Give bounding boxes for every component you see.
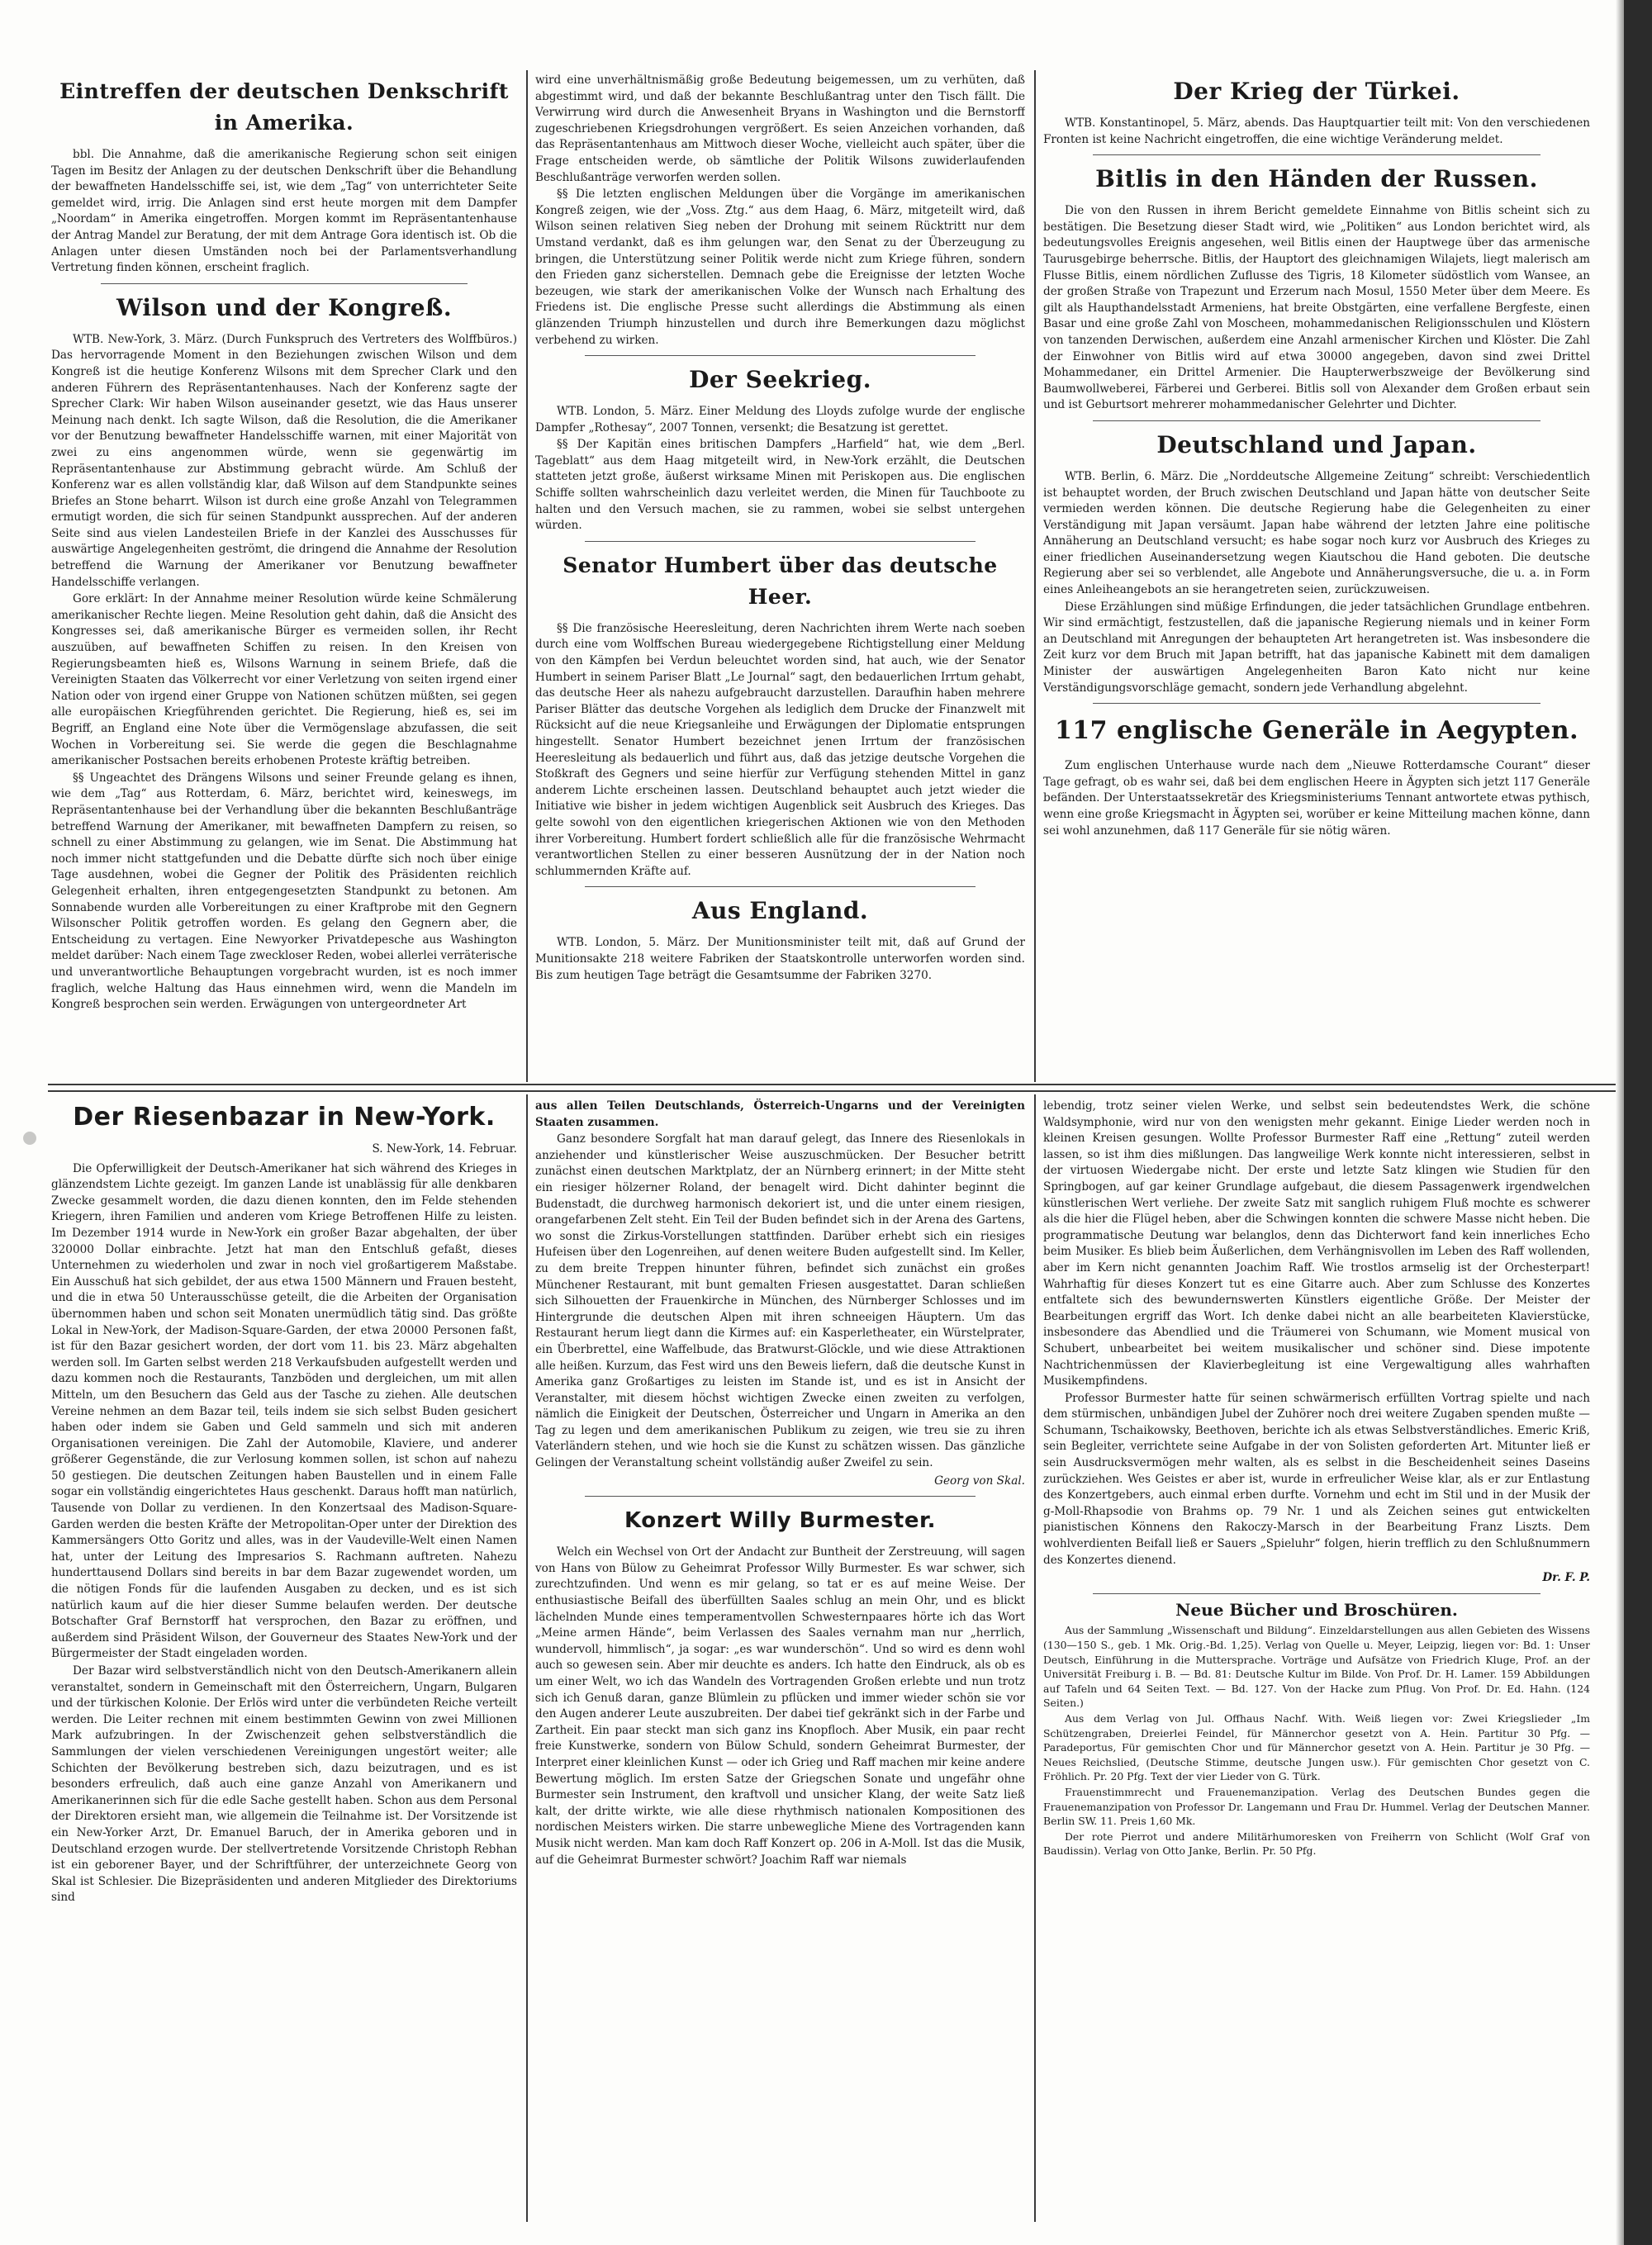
column-rule — [526, 70, 528, 1082]
article-paragraph: §§ Die letzten englischen Meldungen über die Vorgänge im amerikanischen Kongreß zeigen, wie der „Voss. Ztg.“ aus dem Haag, 6. März, mitgeteilt wird, daß Wilson seinen relativen Sieg neben der Drohung mit seinem Rücktritt nur dem Umstand verdankt, daß es ihm gelungen war, den Senat zu der Überzeugung zu bringen, die Unterstützung seiner Politik werde nicht zum Kriege führen, sondern den Frieden ganz sicherstellen. Demnach gebe die Ereignisse der letzten Woche bezeugen, wie stark der amerikanischen Volke der Wunsch nach Erhaltung des Friedens ist. Die englische Presse sucht allerdings die Abstimmung als einen glänzenden Triumph hinzustellen und durch ihre Bemerkungen dazu möglichst verbehend zu wirken. — [535, 187, 1025, 347]
column-1-upper — [51, 73, 517, 1080]
article-paragraph: aus allen Teilen Deutschlands, Österreich-Ungarns und der Vereinigten Staaten zusammen. — [535, 1099, 1025, 1129]
article-paragraph: Aus der Sammlung „Wissenschaft und Bildung“. Einzeldarstellungen aus allen Gebieten des Wissens (130—150 S., geb. 1 Mk. Orig.-Bd. 1,25). Verlag von Quelle u. Meyer, Leipzig, liegen vor: Bd. 1: Unser Deutsch, Einführung in die Muttersprache. Vorträge und Aufsätze von Friedrich Kluge, Prof. an der Universität Freiburg i. B. — Bd. 81: Deutsche Kultur im Bilde. Von Prof. Dr. H. Lamer. 159 Abbildungen auf Tafeln und 64 Seiten Text. — Bd. 127. Von der Hacke zum Pflug. Von Prof. Dr. Ed. Hahn. (124 Seiten.) — [1043, 1624, 1590, 1710]
column-3-upper — [1043, 73, 1590, 1080]
divider — [585, 886, 976, 887]
article-title-humbert: Senator Humbert über das deutsche Heer. — [563, 553, 998, 609]
article-paragraph: lebendig, trotz seiner vielen Werke, und selbst sein bedeutendstes Werk, die schöne Waldsymphonie, wird nur von den wenigsten mehr gekannt. Einige Lieder werden noch in kleinen Kreisen gesungen. Wollte Professor Burmester Raff eine „Rettung“ zuteil werden lassen, so ist ihm dies mißlungen. Das langweilige Werk konnte nicht interessieren, selbst in der virtuosen Wiedergabe nicht. Der erste und letzte Satz klingen wie Studien für den Springbogen, auf gar keiner Grundlage aufgebaut, die diesem Passagenwerk irgendwelchen künstlerischen Wert verliehe. Der zweite Satz mit sanglich ruhigem Fluß mochte es schwerer als die hier die Flügel heben, aber die Schwingen konnten die schwere Masse nicht heben. Die programmatische Deutung war belanglos, denn das Dichterwort fand kein innerliches Echo beim Musiker. Es blieb beim Äußerlichen, dem Verhängnisvollen im Leben des Raff wollenden, aber im Kern nicht genannten Joachim Raff. Wie trostlos armselig ist der Orchesterpart! Wahrhaftig für dieses Konzert tut es eine Gitarre auch. Aber zum Schlusse des Konzertes entfaltete sich des bewundernswerten Künstlers eigentliche Größe. Der Meister der Bearbeitungen ergriff das Wort. Ich denke dabei nicht an alle bearbeiteten Klavierstücke, insbesondere das Abendlied und die Träumerei von Schumann, wie Moment musical von Schubert, unbearbeitet bei weitem musikalischer und schöner sind. Diese impotente Nachtrichenmüssen der Klavierbegleitung ist eine Vergewaltigung alles wahrhaften Musikempfindens. — [1043, 1099, 1590, 1388]
divider — [101, 283, 468, 284]
column-rule — [1034, 70, 1036, 1082]
article-title-tuerkei: Der Krieg der Türkei. — [1173, 78, 1460, 105]
punch-hole — [23, 1132, 36, 1145]
article-title-riesenbazar: Der Riesenbazar in New-York. — [73, 1103, 496, 1132]
scan-edge-shadow — [1616, 0, 1624, 2245]
article-title-generaele: 117 englische Generäle in Aegypten. — [1054, 716, 1579, 746]
divider — [1093, 420, 1540, 421]
column-3-lower — [1043, 1099, 1590, 2222]
article-paragraph: Ganz besondere Sorgfalt hat man darauf gelegt, das Innere des Riesenlokals in anziehender und künstlerischer Weise auszuschmücken. Der Besucher betritt zunächst einen deutschen Marktplatz, der an Nürnberg erinnert; in der Mitte steht ein riesiger hölzerner Roland, der benagelt wird. Dicht dahinter beginnt die Budenstadt, die durchweg harmonisch dekoriert ist, und die unter einem riesigen, orangefarbenen Zelt steht. Ein Teil der Buden befindet sich in der Arena des Gartens, wo sonst die Zirkus-Vorstellungen stattfinden. Darüber erhebt sich ein riesiges Hufeisen über den Logenreihen, auf denen weitere Buden aufgestellt sind. Im Keller, zu dem breite Treppen hinunter führen, befindet sich zunächst ein großes Münchener Restaurant, mit bunt gemalten Friesen ausgestattet. Daran schließen sich Silhouetten der Frauenkirche in München, des Nürnberger Schlosses und im Hintergrunde die deutschen Alpen mit ihren schneeigen Häuptern. Um das Restaurant herum liegt dann die Kirmes auf: ein Kasperletheater, ein Würstelprater, ein Überbrettel, eine Waffelbude, das Bratwurst-Glöckle, und wie diese Attraktionen alle heißen. Kurzum, das Fest wird uns den Beweis liefern, daß die deutsche Kunst in Amerika ganz Großartiges zu leisten im Stande ist, und es ist in Ansicht der Veranstalter, mit diesem höchst wichtigen Zwecke einen zweiten zu verfolgen, nämlich die Einigkeit der Deutschen, Österreicher und Ungarn in Amerika an den Tag zu legen und dem amerikanischen Publikum zu zeigen, wie treu sie zu ihren Vaterländern stehen, und wie hoch sie die Kunst zu schätzen wissen. Das gänzliche Gelingen der Veranstaltung scheint vollständig außer Zweifel zu sein. — [535, 1132, 1025, 1470]
article-title-buecher: Neue Bücher und Broschüren. — [1175, 1599, 1458, 1620]
column-2-lower — [535, 1099, 1025, 2222]
article-signature: Georg von Skal. — [934, 1474, 1025, 1488]
column-2-upper — [535, 73, 1025, 1080]
article-paragraph: Aus dem Verlag von Jul. Offhaus Nachf. With. Weiß liegen vor: Zwei Kriegslieder „Im Schützengraben, Dreierlei Feindel, für Männerchor gesetzt von A. Hein. Partitur 30 Pfg. — Paradeportus, Für gemischten Chor und für Männerchor gesetzt von A. Hein. Partitur je 30 Pfg. — Neues Reichslied, (Deutsche Stimme, deutsche Jungen usw.). Für gemischten Chor gesetzt von C. Fröhlich. Pr. 20 Pfg. Text der vier Lieder von G. Türk. — [1043, 1711, 1590, 1783]
section-rule — [48, 1084, 1617, 1092]
article-title-seekrieg: Der Seekrieg. — [689, 366, 871, 394]
article-paragraph: §§ Die französische Heeresleitung, deren Nachrichten ihrem Werte nach soeben durch eine vom Wolffschen Bureau wiedergegebene Richtigstellung einer Meldung von den Kämpfen bei Verdun beleuchtet worden sind, hat auch, wie der Senator Humbert in seinem Pariser Blatt „Le Journal“ sagt, den bedauerlichen Irrtum gehabt, das deutsche Heer als nahezu aufgebraucht darzustellen. Daraufhin haben mehrere Pariser Blätter das deutsche Vorgehen als lediglich dem Drucke der Finanzwelt mit Rücksicht auf die neue Kriegsanleihe und Erwägungen der Diplomatie entsprungen hingestellt. Senator Humbert bezeichnet jenen Irrtum der französischen Heeresleitung als bedauerlich und führt aus, daß das jetzige deutsche Vorgehen die Stoßkraft des Gegners und seine hierfür zur Verfügung stehenden Mittel in ganz anderem Lichte erscheinen lassen. Deutschland behauptet auch jetzt wieder die Initiative wie bisher in jedem wichtigen Augenblick seit Ausbruch des Krieges. Das gelte sowohl von den eigentlichen kriegerischen Aktionen wie von den Methoden ihrer Vorbereitung. Humbert fordert schließlich alle für die französische Wehrmacht verantwortlichen Stellen zu einer besseren Ausnützung der in der Nation noch schlummernden Kräfte auf. — [535, 621, 1025, 878]
article-paragraph: Gore erklärt: In der Annahme meiner Resolution würde keine Schmälerung amerikanischer Rechte liegen. Meine Resolution geht dahin, daß die Ansicht des Kongresses sei, daß amerikanische Bürger es vermeiden sollen, ihr Recht auszuüben, auf bewaffneten Schiffen zu reisen. In den Kreisen von Regierungsbeamten hieß es, Wilsons Warnung in seinem Briefe, daß die Vereinigten Staaten das Völkerrecht vor einer Verletzung von seiten irgend einer Nation oder von irgend einer Gruppe von Nationen schützen müßten, sei gegen alle europäischen Kriegführenden gerichtet. Die Regierung, hieß es, sei im Begriff, an England eine Note über die Vermögenslage abzufassen, die seit Wochen in Vorbereitung sei. Sie werde die gegen die Beschlagnahme amerikanischer Postsachen bereits erhobenen Proteste kräftig betreiben. — [51, 592, 517, 768]
divider — [1093, 703, 1540, 704]
article-paragraph: WTB. New-York, 3. März. (Durch Funkspruch des Vertreters des Wolffbüros.) Das hervorragende Moment in den Beziehungen zwischen Wilson und dem Kongreß ist die heutige Konferenz Wilsons mit dem Sprecher Clark und den anderen Führern des Repräsentantenhauses. Nach der Konferenz sagte der Sprecher Clark: Wir haben Wilson auseinander gesetzt, wie das Haus unserer Meinung nach denkt. Ich sagte Wilson, daß die Resolution, die die Amerikaner vor der Benutzung bewaffneter Handelsschiffe warnen, mit einer Majorität von zwei zu eins angenommen würde, wenn sie gegenwärtig im Repräsentantenhause zur Abstimmung gebracht würde. Am Schluß der Konferenz war es allen vollständig klar, daß Wilson auf dem Standpunkte seines Briefes an Stone beharrt. Wilson ist durch eine große Anzahl von Telegrammen ermutigt worden, die sich für seinen Standpunkt aussprechen. Auf der anderen Seite sind aus vielen Landesteilen Briefe in der Kanzlei des Ausschusses für auswärtige Angelegenheiten geströmt, die dringend die Annahme der Resolution betreffend die Warnung der Amerikaner vor Benutzung bewaffneter Handelsschiffe verlangen. — [51, 332, 517, 589]
article-paragraph: Die Opferwilligkeit der Deutsch-Amerikaner hat sich während des Krieges in glänzendstem Lichte gezeigt. Im ganzen Lande ist unablässig für alle denkbaren Zwecke gesammelt worden, die dazu dienen konnten, den im Felde stehenden Kriegern, ihren Familien und anderen vom Kriege Betroffenen Hilfe zu leisten. Im Dezember 1914 wurde in New-York ein großer Bazar abgehalten, der über 320000 Dollar einbrachte. Jetzt hat man den Entschluß gefaßt, dieses Unternehmen zu wiederholen und zwar in noch viel großartigerem Maßstabe. Ein Ausschuß hat sich gebildet, der aus etwa 1500 Männern und Frauen besteht, und die in etwa 50 Unterausschüsse geteilt, die die Arbeiten der Organisation übernommen haben und schon seit Monaten unermüdlich tätig sind. Das größte Lokal in New-York, der Madison-Square-Garden, der etwa 20000 Personen faßt, ist für den Bazar gesichert worden, der dort vom 11. bis 23. März abgehalten werden soll. Im Garten selbst werden 218 Verkaufsbuden aufgestellt werden und dazu kommen noch die Restaurants, Tanzböden und dergleichen, um mit allen Mitteln, um den Besuchern das Geld aus der Tasche zu ziehen. Alle deutschen Vereine nehmen an dem Bazar teil, teils indem sie sich selbst Buden gesichert haben oder indem sie Gaben und Geld sammeln und sich mit anderen Organisationen vereinigen. Die Zahl der Automobile, Klaviere, und anderer größerer Gegenstände, die zur Verlosung kommen sollen, ist schon auf nahezu 50 gestiegen. Die deutschen Zeitungen haben Baustellen und in einem Falle sogar ein vollständig eingerichtetes Haus geschenkt. Daraus hofft man natürlich, Tausende von Dollar zu verdienen. In den Konzertsaal des Madison-Square-Garden werden die besten Kräfte der Metropolitan-Oper unter der Direktion des Kammersängers Otto Goritz und alles, was in der Vaudeville-Welt einen Namen hat, unter der Leitung des Impresarios S. Rachmann auftreten. Nahezu hunderttausend Dollars sind bereits in bar dem Bazar zugewendet worden, um die nötigen Fonds für die laufenden Ausgaben zu decken, und es ist sich natürlich kaum auf die hier dieser Summe belaufen werden. Der deutsche Botschafter Graf Bernstorff hat versprochen, den Bazar zu eröffnen, und außerdem sind Präsident Wilson, der Gouverneur des Staates New-York und der Bürgermeister der Stadt eingeladen worden. — [51, 1161, 517, 1661]
column-rule — [1034, 1094, 1036, 2222]
article-title-bitlis: Bitlis in den Händen der Russen. — [1095, 165, 1538, 193]
article-title-wilson: Wilson und der Kongreß. — [116, 293, 453, 321]
scan-edge — [1624, 0, 1652, 2245]
article-paragraph: bbl. Die Annahme, daß die amerikanische Regierung schon seit einigen Tagen im Besitz der Anlagen zu der deutschen Denkschrift über die Behandlung der bewaffneten Handelsschiffe sei, ist, wie dem „Tag“ von unterrichteter Seite gemeldet wird, irrig. Die Anlagen sind erst heute morgen mit dem Dampfer „Noordam“ in Amerika eingetroffen. Morgen kommt im Repräsentantenhause der Antrag Mandel zur Beratung, der mit dem Antrage Gora identisch ist. Ob die Anlagen unter diesen Umständen noch bei der Parlamentsverhandlung Vertretung finden können, erscheint fraglich. — [51, 148, 517, 275]
article-title-burmester: Konzert Willy Burmester. — [624, 1508, 936, 1534]
article-title-denkschrift: Eintreffen der deutschen Denkschrift in Amerika. — [59, 79, 509, 135]
article-paragraph: Diese Erzählungen sind müßige Erfindungen, die jeder tatsächlichen Grundlage entbehren. Wir sind ermächtigt, festzustellen, daß die japanische Regierung niemals und in keiner Form an Deutschland mit Anregungen der behaupteten Art herangetreten ist. Was insbesondere die Zeit kurz vor dem Bruch mit Japan betrifft, hat das japanische Kabinett mit dem damaligen Minister der auswärtigen Angelegenheiten Baron Kato nicht nur keine Verständigungsvorschläge gemacht, sondern jede Verhandlung abgelehnt. — [1043, 600, 1590, 695]
article-paragraph: WTB. London, 5. März. Der Munitionsminister teilt mit, daß auf Grund der Munitionsakte 218 weitere Fabriken der Staatskontrolle unterworfen worden sind. Bis zum heutigen Tage beträgt die Gesamtsumme der Fabriken 3270. — [535, 936, 1025, 982]
divider — [585, 355, 976, 356]
article-paragraph: Welch ein Wechsel von Ort der Andacht zur Buntheit der Zerstreuung, will sagen von Hans von Bülow zu Geheimrat Professor Willy Burmester. Es war schwer, sich zurechtzufinden. Und wenn es mir gelang, so tat er es auf meine Weise. Der enthusiastische Beifall des überfüllten Saales schlug an mein Ohr, und es blickt lächelnden Munde eines temperamentvollen Schwesternpaares hörte ich das Wort „Meine armen Hände“, beim Verlassen des Saales vernahm man nur „herrlich, wundervoll, himmlisch“, ja sogar: „es war wunderschön“. Und so wird es denn wohl auch so gewesen sein. Aber mir deuchte es anders. Ich hatte den Eindruck, als ob es um einer Welt, wo ich das Wandeln des Vortragenden Großen erlebte und nun trotz sich ich Genuß daran, ganze Blümlein zu pflücken und immer wieder schön sie vor den Augen anderer Leute auszubreiten. Der dabei tief gekränkt sich in der Farbe und Zartheit. Ein paar steckt man sich ganz ins Knopfloch. Aber Musik, ein paar recht freie Kunstwerke, sondern von Bülow Schuld, sondern Geheimrat Burmester, der Interpret einer kleinlichen Kunst — oder ich Grieg und Raff machen mir keine andere Bewertung möglich. Im ersten Satze der Griegschen Sonate und ungefähr ohne Burmester sein Instrument, den kraftvoll und unsicher Klang, der weite Satz ließ kalt, der dritte wirkte, wie alle diese rhythmisch nationalen Kompositionen des nordischen Meisters wirken. Die starre unbewegliche Miene des Vortragenden kann Musik nicht werden. Man kam doch Raff Konzert op. 206 in A-Moll. Ist das die Musik, auf die Geheimrat Burmester schwört? Joachim Raff war niemals — [535, 1545, 1025, 1867]
article-paragraph: WTB. Berlin, 6. März. Die „Norddeutsche Allgemeine Zeitung“ schreibt: Verschiedentlich ist behauptet worden, der Bruch zwischen Deutschland und Japan hätte von deutscher Seite vermieden werden können. Die deutsche Regierung habe die Gelegenheiten zu einer Verständigung mit Japan versäumt. Japan habe während der letzten Jahre eine politische Annäherung an Deutschland versucht; es habe sogar noch kurz vor Ausbruch des Krieges zu einer friedlichen Auseinandersetzung wegen Kiautschou die Hand geboten. Die deutsche Regierung aber sei so verblendet, alle Angebote und Annäherungsversuche, die u. a. in Form eines Anleiheangebots an sie herangetreten seien, zurückzuweisen. — [1043, 469, 1590, 597]
article-paragraph: §§ Der Kapitän eines britischen Dampfers „Harfield“ hat, wie dem „Berl. Tageblatt“ aus dem Haag mitgeteilt wird, in New-York erzählt, die Deutschen statteten jetzt große, äußerst wirksame Minen mit Periskopen aus. Die englischen Schiffe sollten wahrscheinlich dazu verleitet werden, die Minen für Tauchboote zu halten und den Versuch machen, sie zu rammen, wobei sie selbst untergehen würden. — [535, 438, 1025, 533]
article-paragraph: Der Bazar wird selbstverständlich nicht von den Deutsch-Amerikanern allein veranstaltet, sondern in Gemeinschaft mit den Österreichern, Ungarn, Bulgaren und der türkischen Kolonie. Der Erlös wird unter die verbündeten Reiche verteilt werden. Die Leiter rechnen mit einem bestimmten Gewinn von zwei Millionen Mark aufzubringen. In der Zwischenzeit gehen selbstverständlich die Sammlungen der vielen verschiedenen Vereinigungen ungestört weiter; alle Schichten der Bevölkerung bestreben sich, dazu beizutragen, und es ist besonders erfreulich, daß auch eine ganze Anzahl von Amerikanern und Amerikanerinnen sich für die edle Sache gestellt haben. Schon aus dem Personal der Direktoren ersieht man, wie allgemein die Teilnahme ist. Der Vorsitzende ist ein New-Yorker Arzt, Dr. Emanuel Baruch, der in Amerika geboren und in Deutschland erzogen wurde. Der stellvertretende Vorsitzende Christoph Rebhan ist ein geborener Bayer, und der Schriftführer, der unterzeichnete Georg von Skal ist Schlesier. Die Bizepräsidenten und anderen Mitglieder des Direktoriums sind — [51, 1664, 517, 1905]
column-1-lower — [51, 1099, 517, 2222]
divider — [585, 1496, 976, 1497]
article-title-japan: Deutschland und Japan. — [1156, 430, 1477, 458]
article-signature: Dr. F. P. — [1542, 1571, 1590, 1585]
article-title-england: Aus England. — [691, 897, 869, 925]
article-paragraph: Zum englischen Unterhause wurde nach dem „Nieuwe Rotterdamsche Courant“ dieser Tage gefragt, ob es wahr sei, daß bei dem englischen Heere in Ägypten sich jetzt 117 Generäle befänden. Der Unterstaatssekretär des Kriegsministeriums Tennant antwortete etwas pythisch, wenn eine große Kriegsmacht in Ägypten sei, worüber er keine Mitteilung machen könne, dann sei wohl anzunehmen, daß 117 Generäle für sie nötig wären. — [1043, 759, 1590, 838]
article-paragraph: Die von den Russen in ihrem Bericht gemeldete Einnahme von Bitlis scheint sich zu bestätigen. Die Besetzung dieser Stadt wird, wie „Politiken“ aus London berichtet wird, als bedeutungsvolles Ereignis angesehen, weil Bitlis einen der Hauptwege über das armenische Taurusgebirge beherrsche. Bitlis, der Hauptort des gleichnamigen Wilajets, liegt malerisch am Flusse Bitlis, einem nördlichen Zuflusse des Tigris, 18 Kilometer südöstlich vom Wansee, an der großen Straße von Trapezunt und Erzerum nach Mosul, 1550 Meter über dem Meere. Es gilt als Haupthandelsstadt Armeniens, hat breite Obstgärten, eine verfallene Bergfeste, einen Basar und eine große Zahl von Moscheen, mohammedanischen Religionsschulen und Klöstern von tanzenden Derwischen, außerdem eine Anzahl armenischer Kirchen und Klöster. Die Zahl der Einwohner von Bitlis wird auf etwa 30000 angegeben, davon sind zwei Drittel Mohammedaner, ein Drittel Armenier. Die Haupterwerbszweige der Bevölkerung sind Baumwollweberei, Färberei und Gerberei. Bitlis soll von Alexander dem Großen erbaut sein und ist Geburtsort mehrerer mohammedanischer Gelehrter und Dichter. — [1043, 204, 1590, 412]
divider — [1093, 1593, 1540, 1594]
article-paragraph: WTB. London, 5. März. Einer Meldung des Lloyds zufolge wurde der englische Dampfer „Rothesay“, 2007 Tonnen, versenkt; die Besatzung ist gerettet. — [535, 405, 1025, 434]
article-paragraph: WTB. Konstantinopel, 5. März, abends. Das Hauptquartier teilt mit: Von den verschiedenen Fronten ist keine Nachricht eingetroffen, die eine wichtige Veränderung meldet. — [1043, 116, 1590, 146]
article-paragraph: Professor Burmester hatte für seinen schwärmerisch erfüllten Vortrag spielte und nach dem stürmischen, unbändigen Jubel der Zuhörer noch drei weitere Zugaben spenden mußte — Schumann, Tschaikowsky, Beethoven, berichte ich als etwas Selbstverständliches. Emeric Kriß, sein Begleiter, verrichtete seine Aufgabe in der von Solisten geforderten Art. Mitunter ließ er sein Ausdrucksvermögen mehr walten, als es selbst in die Bescheidenheit seines Daseins zurückziehen. Wes Geistes er aber ist, wurde in erfreulicher Weise klar, als er zur Entlastung des Konzertgebers, auch einmal erben durfte. Vornehm und echt im Stil und in der Musik der g-Moll-Rhapsodie von Brahms op. 79 Nr. 1 und als Zeichen seines gut entwickelten pianistischen Könnens den Rakoczy-Marsch in der Bearbeitung Franz Liszts. Dem wohlverdienten Beifall ließ er Sauers „Spieluhr“ folgen, hierin trefflich zu den Schlußnummern des Konzertes dienend. — [1043, 1391, 1590, 1567]
column-rule — [526, 1094, 528, 2222]
article-paragraph: Frauenstimmrecht und Frauenemanzipation. Verlag des Deutschen Bundes gegen die Frauenemanzipation von Professor Dr. Langemann und Frau Dr. Hummel. Verlag der Deutschen Manner. Berlin SW. 11. Preis 1,60 Mk. — [1043, 1785, 1590, 1828]
article-dateline: S. New-York, 14. Februar. — [372, 1142, 517, 1156]
divider — [585, 541, 976, 542]
article-paragraph: §§ Ungeachtet des Drängens Wilsons und seiner Freunde gelang es ihnen, wie dem „Tag“ aus Rotterdam, 6. März, berichtet wird, keineswegs, im Repräsentantenhause bei der Verhandlung über die bekannten Beschlußanträge betreffend Warnung der Amerikaner, mit bewaffneten Dampfern zu reisen, so schnell zu einer Abstimmung zu gelangen, wie im Senat. Die Abstimmung hat noch immer nicht stattgefunden und die Debatte dürfte sich noch über einige Tage ausdehnen, wobei die Gegner der Politik des Präsidenten reichlich Gelegenheit erhalten, ihren entgegengesetzten Standpunkt zu betonen. Am Sonnabende wurden alle Vorbereitungen zu einer Kraftprobe mit den Gegnern Wilsonscher Politik getroffen worden. Es gelang den Gegnern aber, die Entscheidung zu vertagen. Eine Newyorker Privatdepesche aus Washington meldet darüber: Nach einem Tage zweckloser Reden, wobei allerlei verräterische und unverantwortliche Behauptungen vorgebracht wurden, ist es noch immer fraglich, welche Haltung das Haus einnehmen wird, wenn die Mandeln im Kongreß besprochen sein werden. Erwägungen von untergeordneter Art — [51, 771, 517, 1012]
divider — [1093, 154, 1540, 155]
article-paragraph: Der rote Pierrot und andere Militärhumoresken von Freiherrn von Schlicht (Wolf Graf von Baudissin). Verlag von Otto Janke, Berlin. Pr. 50 Pfg. — [1043, 1830, 1590, 1858]
article-paragraph: wird eine unverhältnismäßig große Bedeutung beigemessen, um zu verhüten, daß abgestimmt wird, und daß der bekannte Beschlußantrag unter den Tisch fällt. Die Verwirrung wird durch die Anwesenheit Bryans in Washington und die Bernstorff zugeschriebenen Kriegsdrohungen vergrößert. Es seien Anzeichen vorhanden, daß das Repräsentantenhaus am Mittwoch dieser Woche, vielleicht auch später, über die Frage entscheiden werde, ob sämtliche der Politik Wilsons zuwiderlaufenden Beschlußanträge verworfen werden sollen. — [535, 74, 1025, 184]
